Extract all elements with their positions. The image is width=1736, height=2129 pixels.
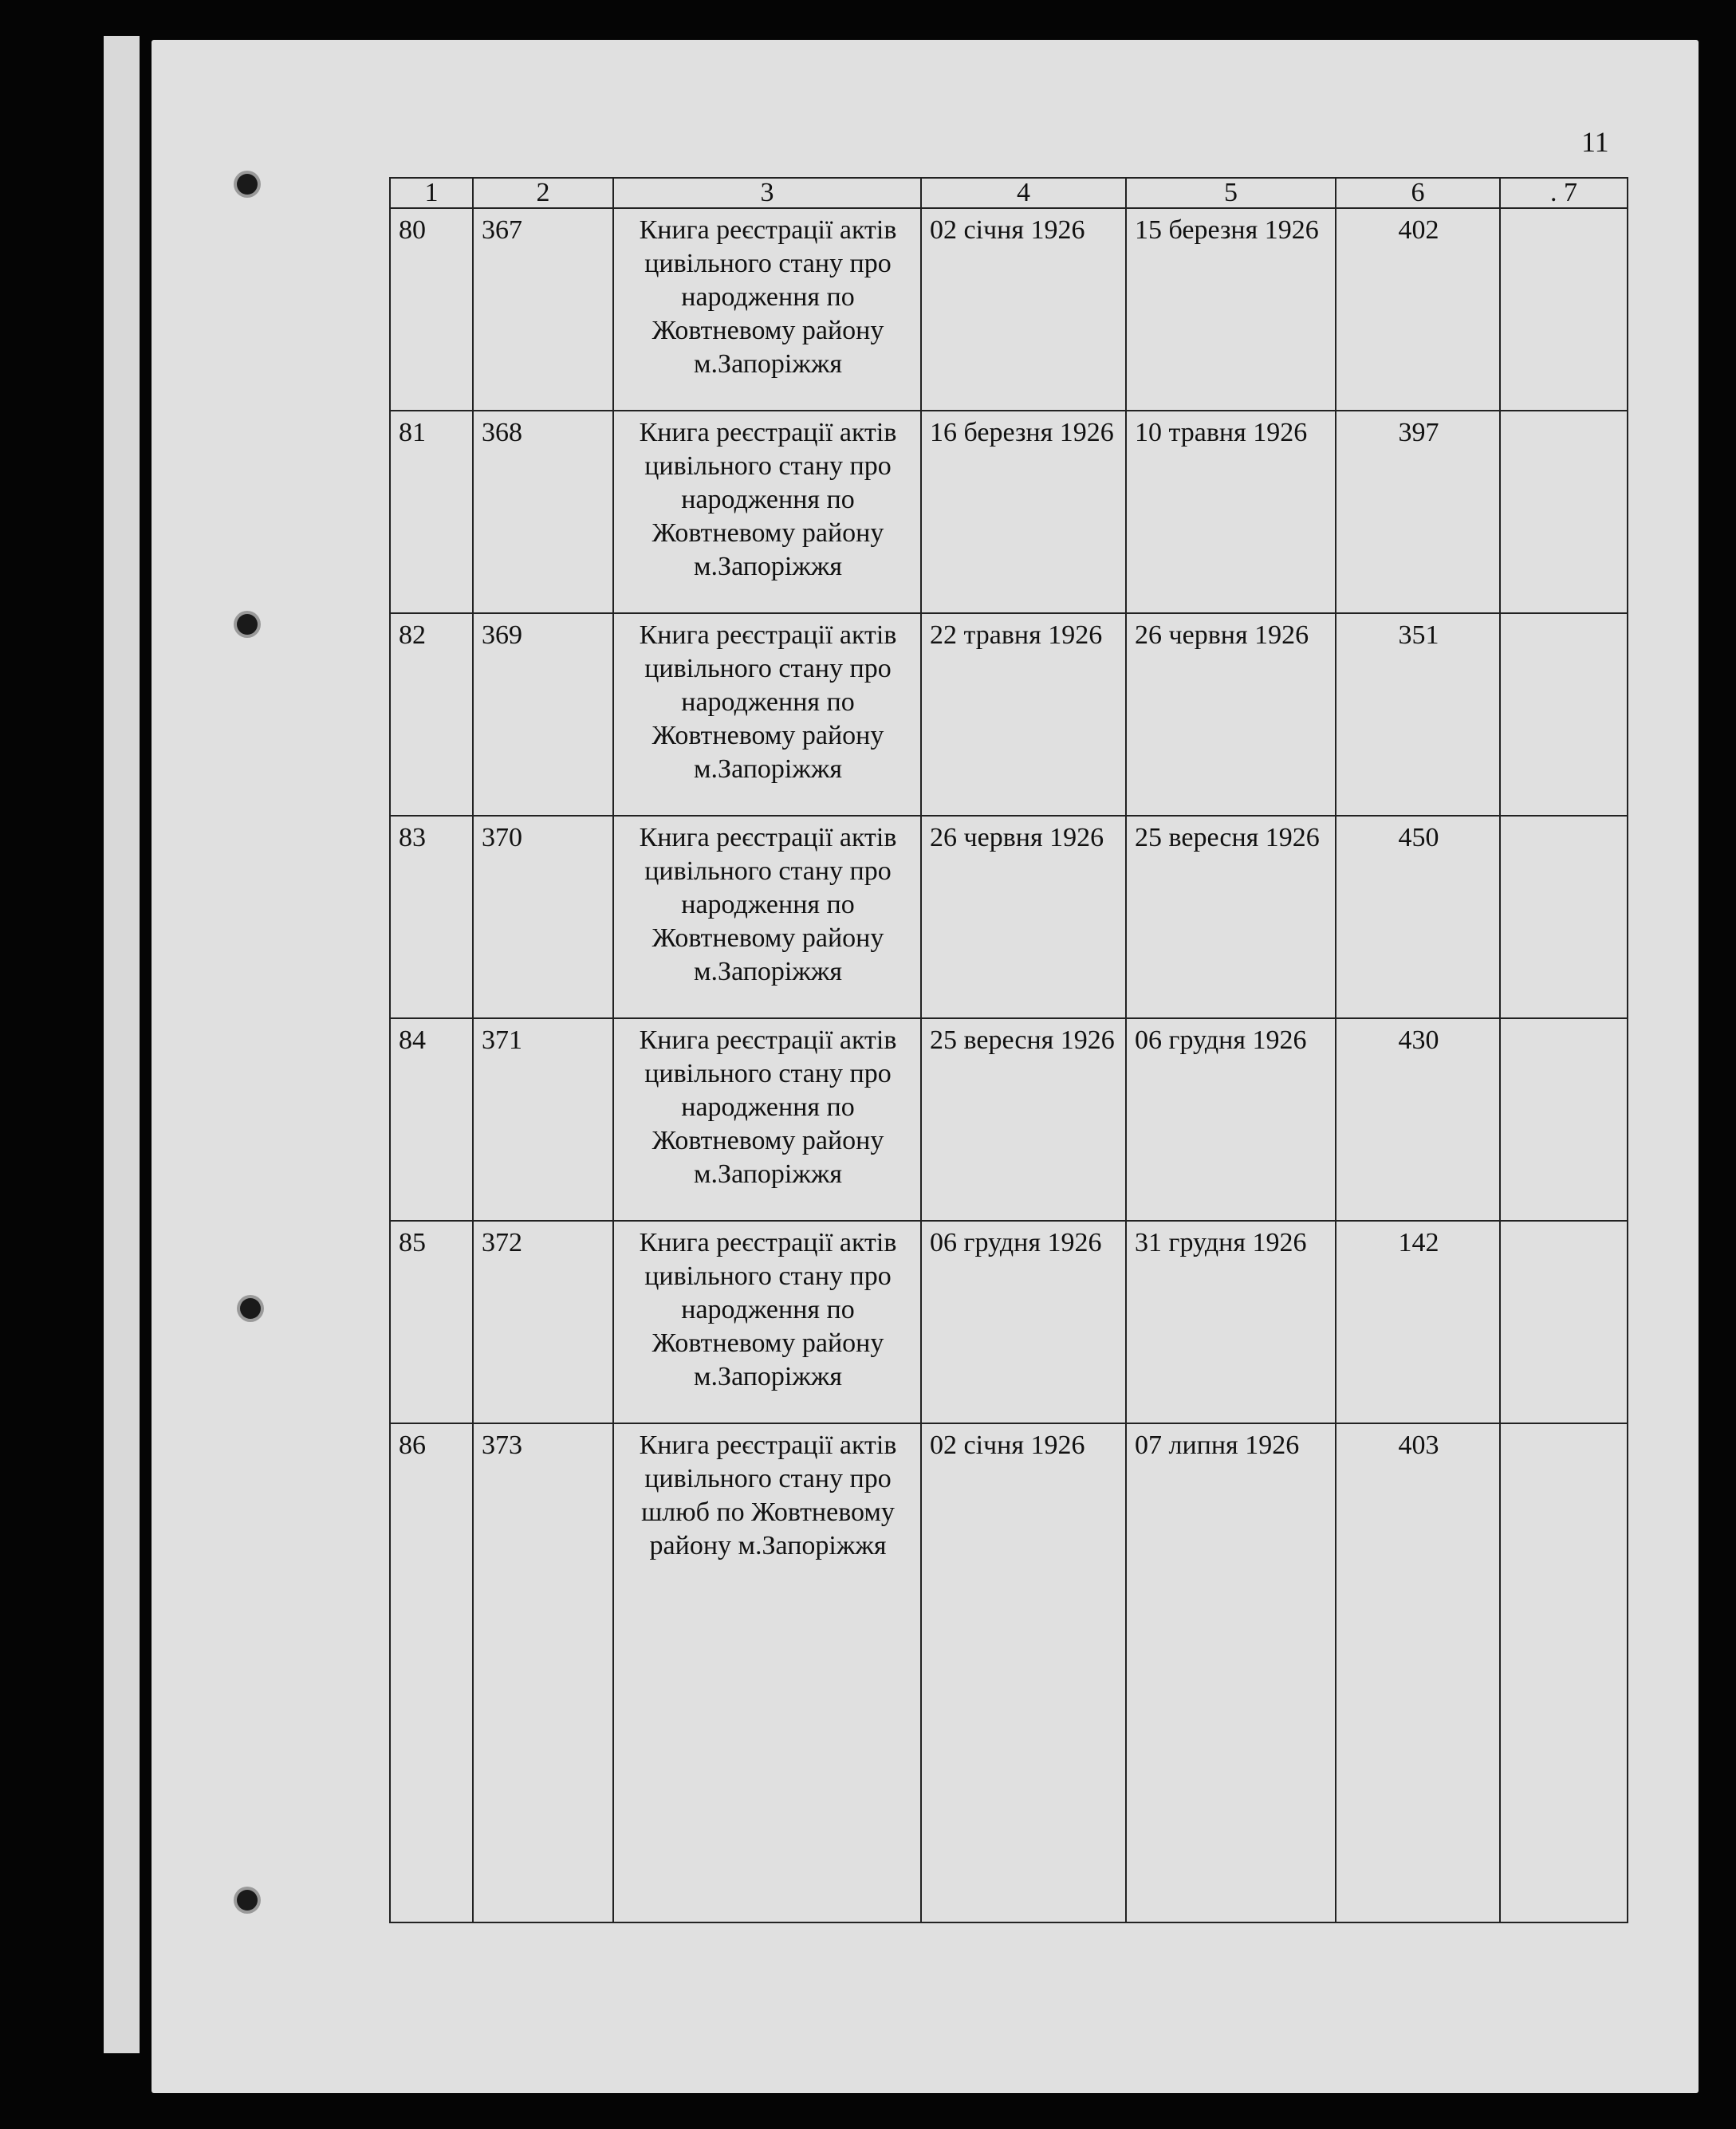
table-row: [390, 816, 1628, 1018]
row-number: 86: [390, 1423, 473, 1922]
page-number: 11: [1581, 126, 1609, 158]
note: [1500, 208, 1628, 411]
note: [1500, 613, 1628, 816]
page-count: 142: [1336, 1221, 1500, 1423]
column-number: 1: [390, 178, 473, 208]
register-table: [389, 177, 1628, 1923]
file-number: 372: [473, 1221, 613, 1423]
file-title: Книга реєстрації актів цивільного стану про народження по Жовтневому району м.Запоріжжя: [613, 208, 921, 411]
start-date: 02 січня 1926: [921, 208, 1126, 411]
note: [1500, 1018, 1628, 1221]
table-row: [390, 208, 1628, 411]
table-row: [390, 1018, 1628, 1221]
start-date: 25 вересня 1926: [921, 1018, 1126, 1221]
file-number: 370: [473, 816, 613, 1018]
punch-hole: [237, 614, 258, 635]
end-date: 15 березня 1926: [1126, 208, 1336, 411]
file-title: Книга реєстрації актів цивільного стану про народження по Жовтневому району м.Запоріжжя: [613, 1221, 921, 1423]
note: [1500, 1221, 1628, 1423]
page-count: 351: [1336, 613, 1500, 816]
table-row: [390, 1221, 1628, 1423]
table-row: [390, 411, 1628, 613]
file-title: Книга реєстрації актів цивільного стану про шлюб по Жовтневому району м.Запоріжжя: [613, 1423, 921, 1922]
column-number: 2: [473, 178, 613, 208]
column-number: 5: [1126, 178, 1336, 208]
row-number: 84: [390, 1018, 473, 1221]
start-date: 22 травня 1926: [921, 613, 1126, 816]
row-number: 83: [390, 816, 473, 1018]
start-date: 16 березня 1926: [921, 411, 1126, 613]
page-count: 402: [1336, 208, 1500, 411]
end-date: 06 грудня 1926: [1126, 1018, 1336, 1221]
column-number: 3: [613, 178, 921, 208]
row-number: 80: [390, 208, 473, 411]
page-count: 450: [1336, 816, 1500, 1018]
file-number: 367: [473, 208, 613, 411]
page-count: 403: [1336, 1423, 1500, 1922]
file-title: Книга реєстрації актів цивільного стану про народження по Жовтневому району м.Запоріжжя: [613, 816, 921, 1018]
punch-hole: [240, 1298, 261, 1319]
note: [1500, 1423, 1628, 1922]
start-date: 06 грудня 1926: [921, 1221, 1126, 1423]
end-date: 07 липня 1926: [1126, 1423, 1336, 1922]
end-date: 26 червня 1926: [1126, 613, 1336, 816]
file-number: 371: [473, 1018, 613, 1221]
punch-hole: [237, 174, 258, 195]
row-number: 85: [390, 1221, 473, 1423]
column-number-row: [390, 178, 1628, 208]
row-number: 81: [390, 411, 473, 613]
file-number: 368: [473, 411, 613, 613]
table-row: [390, 1423, 1628, 1922]
punch-hole: [237, 1890, 258, 1911]
note: [1500, 816, 1628, 1018]
binding-strip: [104, 36, 140, 2053]
file-title: Книга реєстрації актів цивільного стану про народження по Жовтневому району м.Запоріжжя: [613, 613, 921, 816]
row-number: 82: [390, 613, 473, 816]
start-date: 02 січня 1926: [921, 1423, 1126, 1922]
file-number: 373: [473, 1423, 613, 1922]
file-title: Книга реєстрації актів цивільного стану про народження по Жовтневому району м.Запоріжжя: [613, 1018, 921, 1221]
table-row: [390, 613, 1628, 816]
page-count: 430: [1336, 1018, 1500, 1221]
end-date: 31 грудня 1926: [1126, 1221, 1336, 1423]
column-number: 6: [1336, 178, 1500, 208]
note: [1500, 411, 1628, 613]
start-date: 26 червня 1926: [921, 816, 1126, 1018]
file-number: 369: [473, 613, 613, 816]
end-date: 25 вересня 1926: [1126, 816, 1336, 1018]
page-count: 397: [1336, 411, 1500, 613]
column-number: 4: [921, 178, 1126, 208]
end-date: 10 травня 1926: [1126, 411, 1336, 613]
column-number: . 7: [1500, 178, 1628, 208]
file-title: Книга реєстрації актів цивільного стану про народження по Жовтневому району м.Запоріжжя: [613, 411, 921, 613]
